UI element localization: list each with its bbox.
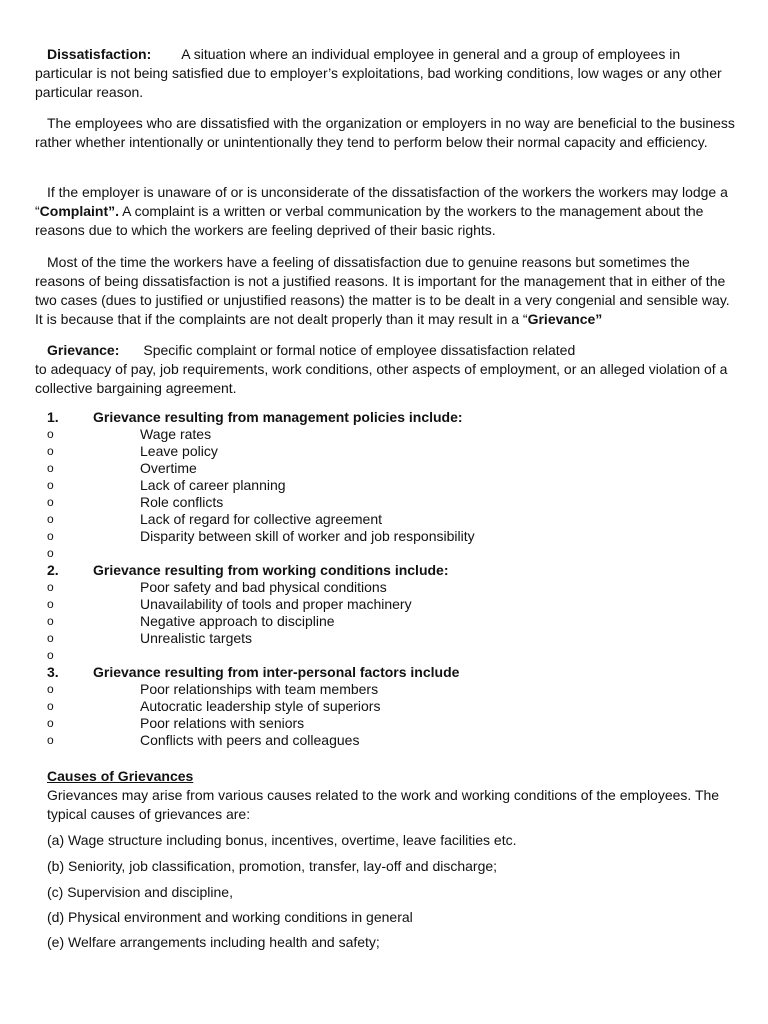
list-item [35,732,735,749]
cause-item: (c) Supervision and discipline, [47,884,233,900]
bullet-icon: o [47,648,54,662]
list-item [35,698,735,715]
list-item [35,579,735,596]
list-item-text: Negative approach to discipline [140,613,335,629]
list-item [35,528,735,545]
list-heading [35,664,735,681]
list-item-empty [35,545,735,562]
list-item [35,630,735,647]
cause-item: (e) Welfare arrangements including health and safety; [47,934,380,950]
bullet-icon: o [47,631,54,645]
cause-item: (d) Physical environment and working conditions in general [47,909,413,925]
cause-item: (a) Wage structure including bonus, incentives, overtime, leave facilities etc. [47,832,517,848]
bullet-icon: o [47,495,54,509]
bullet-icon: o [47,580,54,594]
list-item-text: Conflicts with peers and colleagues [140,732,360,748]
list-item-text: Poor relations with seniors [140,715,305,731]
bullet-icon: o [47,427,54,441]
list-number: 1. [47,409,59,425]
complaint-text-before: If the employer is unaware of or is unconsiderate of the dissatisfaction of the workers the workers may lodge a “ [35,184,728,219]
list-item-text: Poor safety and bad physical conditions [140,579,387,595]
complaint-paragraph [35,183,735,240]
bullet-icon: o [47,614,54,628]
list-heading [35,409,735,426]
bullet-icon: o [47,478,54,492]
list-item [35,681,735,698]
grievance-intro-text: Most of the time the workers have a feeling of dissatisfaction due to genuine reasons but sometimes the reasons of being dissatisfaction is not a justified reasons. It is important for the management that in either of the two cases (dues to justified or unjustified reasons) the matter is to be dealt in a very congenial and sensible way. It is because that if the complaints are not dealt properly than it may result in a “ [35,254,730,327]
complaint-term: Complaint”. [39,203,120,219]
causes-intro: Grievances may arise from various causes related to the work and working conditions of the employees. The typical causes of grievances are: [47,787,720,822]
list-item-text: Leave policy [140,443,218,459]
list-item-text: Poor relationships with team members [140,681,379,697]
list-heading [35,562,735,579]
bullet-icon: o [47,682,54,696]
list-item-empty [35,647,735,664]
grievance-types-list [35,409,735,749]
cause-item: (b) Seniority, job classification, promotion, transfer, lay-off and discharge; [47,858,498,874]
list-heading-text: Grievance resulting from inter-personal factors include [93,664,460,680]
bullet-icon: o [47,529,54,543]
list-item [35,596,735,613]
grievance-definition-paragraph [35,341,735,398]
list-item [35,477,735,494]
grievance-definition-rest: to adequacy of pay, job requirements, work conditions, other aspects of employment, or an alleged violation of a collective bargaining agreement. [35,361,728,396]
bullet-icon: o [47,444,54,458]
bullet-icon: o [47,461,54,475]
list-heading-text: Grievance resulting from management policies include: [93,409,463,425]
list-item-text: Wage rates [140,426,212,442]
list-item-text: Unrealistic targets [140,630,253,646]
employees-text: The employees who are dissatisfied with the organization or employers in no way are beneficial to the business rather whether intentionally or unintentionally they tend to perform below their normal capacity and efficiency. [35,115,735,150]
complaint-text-after: A complaint is a written or verbal communication by the workers to the management about the reasons due to which the workers are feeling deprived of their basic rights. [35,203,704,238]
bullet-icon: o [47,546,54,560]
list-number: 3. [47,664,59,680]
grievance-definition-line1: Specific complaint or formal notice of employee dissatisfaction related [143,342,576,358]
list-item-text: Unavailability of tools and proper machinery [140,596,412,612]
list-item-text: Overtime [140,460,197,476]
grievance-term: Grievance: [47,342,120,358]
dissatisfaction-definition: A situation where an individual employee in general and a group of employees in particular is not being satisfied due to employer’s exploitations, bad working conditions, low wages or any other particular reason. [35,46,722,100]
bullet-icon: o [47,512,54,526]
list-item [35,511,735,528]
grievance-intro-paragraph [35,253,735,329]
list-item-text: Autocratic leadership style of superiors [140,698,381,714]
list-item-text: Disparity between skill of worker and job responsibility [140,528,475,544]
list-item [35,443,735,460]
bullet-icon: o [47,716,54,730]
list-number: 2. [47,562,59,578]
list-item [35,715,735,732]
dissatisfaction-term: Dissatisfaction: [47,46,152,62]
list-item-text: Lack of career planning [140,477,286,493]
list-item [35,426,735,443]
list-item [35,460,735,477]
bullet-icon: o [47,699,54,713]
causes-heading: Causes of Grievances [47,768,194,784]
bullet-icon: o [47,733,54,747]
grievance-intro-term: Grievance” [527,311,603,327]
list-item-text: Role conflicts [140,494,224,510]
list-item [35,613,735,630]
list-item-text: Lack of regard for collective agreement [140,511,383,527]
employees-paragraph [35,114,735,152]
bullet-icon: o [47,597,54,611]
list-heading-text: Grievance resulting from working conditions include: [93,562,449,578]
list-item [35,494,735,511]
dissatisfaction-paragraph [35,45,735,102]
